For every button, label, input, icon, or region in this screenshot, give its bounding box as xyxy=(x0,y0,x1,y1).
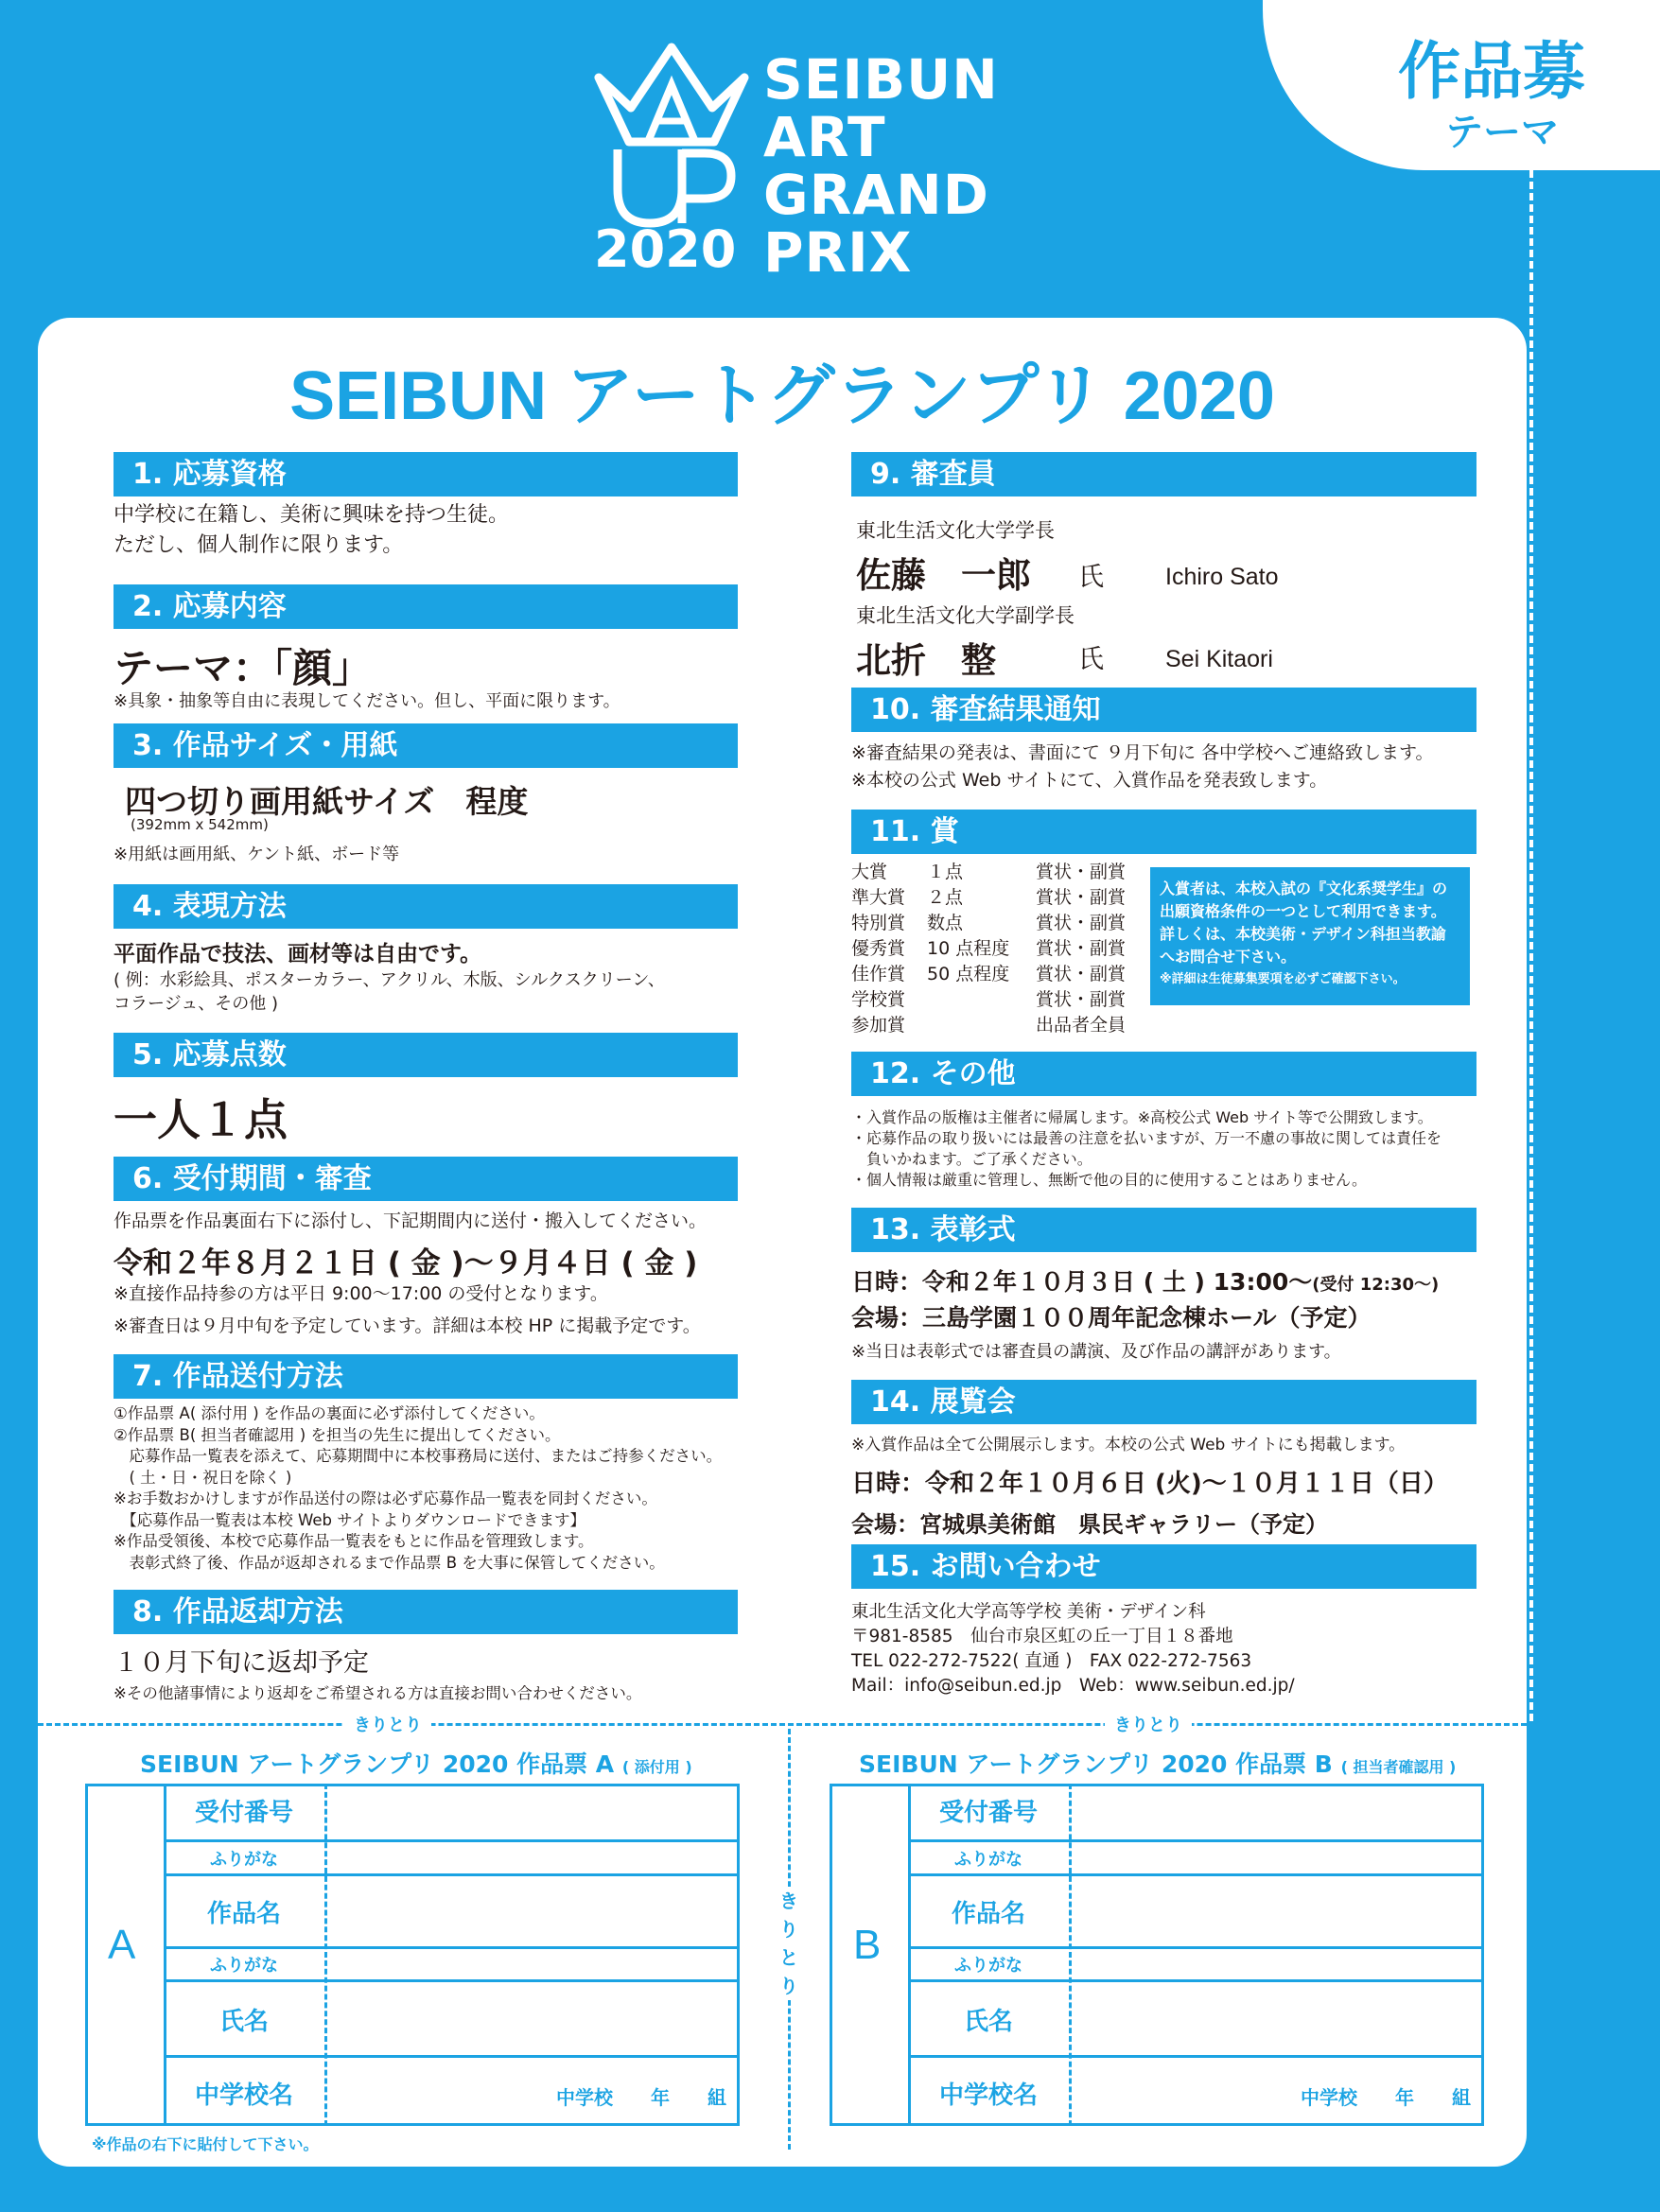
judge-honorific: 氏 xyxy=(1078,563,1104,592)
section-heading-results: 10. 審査結果通知 xyxy=(851,688,1477,732)
awards-note-line: 出願資格条件の一つとして利用できます。 xyxy=(1160,902,1446,920)
award-name: 大賞 xyxy=(851,862,888,882)
results-note: ※本校の公式 Web サイトにて、入賞作品を発表致します。 xyxy=(851,770,1328,791)
section-heading-awards: 11. 賞 xyxy=(851,810,1477,854)
section-heading-shipping: 7. 作品送付方法 xyxy=(114,1354,738,1399)
exhibition-note: ※入賞作品は全て公開展示します。本校の公式 Web サイトにも掲載します。 xyxy=(851,1436,1406,1454)
contact-line: TEL 022-272-7522( 直通 ) FAX 022-272-7563 xyxy=(851,1651,1252,1671)
corner-title: 作品募 xyxy=(1398,35,1585,108)
cut-label-vertical xyxy=(778,1887,800,2000)
judge-honorific: 氏 xyxy=(1078,645,1104,674)
period-intro: 作品票を作品裏面右下に添付し、下記期間内に送付・搬入してください。 xyxy=(114,1211,708,1231)
section-heading-content: 2. 応募内容 xyxy=(114,584,738,629)
award-name: 佳作賞 xyxy=(851,964,906,984)
logo-line: SEIBUN xyxy=(763,47,999,112)
cut-label: きりとり xyxy=(1105,1712,1192,1736)
award-count: 50 点程度 xyxy=(927,964,1010,984)
section-heading-size: 3. 作品サイズ・用紙 xyxy=(114,723,738,768)
content-note: ※具象・抽象等自由に表現してください。但し、平面に限ります。 xyxy=(114,691,620,711)
other-line: ・入賞作品の版権は主催者に帰属します。※高校公式 Web サイト等で公開致します。 xyxy=(851,1108,1433,1126)
ceremony-date xyxy=(851,1263,1439,1298)
corner-subtitle: テーマ xyxy=(1445,111,1559,154)
judge-title: 東北生活文化大学学長 xyxy=(856,519,1055,542)
paper-size: 四つ切り画用紙サイズ 程度 xyxy=(125,783,529,820)
entry-count: 一人１点 xyxy=(114,1094,288,1145)
ticket-label-furigana: ふりがな xyxy=(210,1956,278,1976)
ceremony-date-text: 日時：令和２年１０月３日 ( 土 ) 13:00〜 xyxy=(851,1268,1313,1296)
shipping-line: ※お手数おかけしますが作品送付の際は必ず応募作品一覧表を同封ください。 xyxy=(114,1489,657,1507)
cut-label: きりとり xyxy=(344,1712,431,1736)
shipping-line: 【応募作品一覧表は本校 Web サイトよりダウンロードできます】 xyxy=(114,1510,586,1529)
paper-dimensions: (392mm x 542mm) xyxy=(131,816,269,833)
ticket-label-number: 受付番号 xyxy=(194,1799,293,1827)
cut-label-char: き xyxy=(779,1890,798,1912)
ticket-b-title-text: SEIBUN アートグランプリ 2020 作品票 B xyxy=(859,1750,1333,1778)
ticket-label-number: 受付番号 xyxy=(938,1799,1038,1827)
ticket-label-school: 中学校名 xyxy=(938,2081,1038,2110)
ticket-a-title-small: ( 添付用 ) xyxy=(621,1758,692,1776)
ticket-school-suffix: 中学校 年 組 xyxy=(1301,2086,1471,2109)
other-line: ・個人情報は厳重に管理し、無断で他の目的に使用することはありません。 xyxy=(851,1171,1367,1189)
period-note: ※審査日は９月中旬を予定しています。詳細は本校 HP に掲載予定です。 xyxy=(114,1315,701,1336)
ticket-label-school: 中学校名 xyxy=(194,2081,293,2110)
contact-line: Mail：info@seibun.ed.jp Web：www.seibun.ed.jp/ xyxy=(851,1676,1295,1696)
judge-title: 東北生活文化大学副学長 xyxy=(856,604,1075,627)
return-note: ※その他諸事情により返却をご希望される方は直接お問い合わせください。 xyxy=(114,1684,642,1702)
crown-logo-icon xyxy=(591,38,752,236)
cut-label-char: と xyxy=(779,1946,798,1969)
method-example: コラージュ、その他 ) xyxy=(114,994,279,1014)
shipping-line: ※作品受領後、本校で応募作品一覧表をもとに作品を管理致します。 xyxy=(114,1532,594,1550)
cut-line-horizontal xyxy=(38,1723,1527,1726)
awards-note-line: 詳しくは、本校美術・デザイン科担当教諭 xyxy=(1160,925,1446,943)
exhibition-venue: 会場：宮城県美術館 県民ギャラリー（予定） xyxy=(851,1511,1328,1538)
page-title: SEIBUN アートグランプリ 2020 xyxy=(289,358,1275,434)
ticket-label-work: 作品名 xyxy=(951,1900,1025,1928)
ticket-a-title-text: SEIBUN アートグランプリ 2020 作品票 A xyxy=(140,1750,615,1778)
ticket-rule xyxy=(908,1839,1484,1842)
ticket-rule xyxy=(164,1839,740,1842)
period-note: ※直接作品持参の方は平日 9:00〜17:00 の受付となります。 xyxy=(114,1283,608,1304)
shipping-list xyxy=(114,1403,722,1574)
ticket-label-name: 氏名 xyxy=(963,2008,1013,2036)
section-heading-count: 5. 応募点数 xyxy=(114,1033,738,1077)
method-example: ( 例：水彩絵具、ポスターカラー、アクリル、木版、シルクスクリーン、 xyxy=(114,970,665,990)
award-prize: 賞状・副賞 xyxy=(1036,989,1127,1010)
awards-note-box xyxy=(1150,867,1470,1005)
section-heading-period: 6. 受付期間・審査 xyxy=(114,1157,738,1201)
awards-note-line: へお問合せ下さい。 xyxy=(1160,948,1297,966)
award-count: 数点 xyxy=(927,913,964,933)
awards-note-line: 入賞者は、本校入試の『文化系奨学生』の xyxy=(1160,880,1448,897)
ticket-rule xyxy=(164,1979,740,1982)
cut-label-char: り xyxy=(779,1975,798,1997)
contact-line: 東北生活文化大学高等学校 美術・デザイン科 xyxy=(851,1602,1206,1622)
judge-name: 北折 整 xyxy=(856,640,996,681)
ticket-label-name: 氏名 xyxy=(218,2008,269,2036)
contact-line: 〒981-8585 仙台市泉区虹の丘一丁目１８番地 xyxy=(851,1627,1233,1646)
section-heading-other: 12. その他 xyxy=(851,1052,1477,1096)
section-heading-method: 4. 表現方法 xyxy=(114,884,738,929)
exhibition-date: 日時：令和２年１０月６日 (火)〜１０月１１日（日） xyxy=(851,1470,1448,1498)
logo-line: ART xyxy=(763,105,886,169)
cut-label-char: り xyxy=(779,1918,798,1941)
awards-note-small: ※詳細は生徒募集要項を必ずご確認下さい。 xyxy=(1160,972,1406,986)
ticket-rule xyxy=(908,1946,1484,1949)
ticket-label-furigana: ふりがな xyxy=(210,1850,278,1870)
section-heading-return: 8. 作品返却方法 xyxy=(114,1590,738,1634)
logo-wordmark xyxy=(763,47,999,285)
ticket-rule xyxy=(908,1873,1484,1876)
ticket-label-furigana: ふりがな xyxy=(954,1956,1022,1976)
shipping-line: 表彰式終了後、作品が返却されるまで作品票 B を大事に保管してください。 xyxy=(114,1553,665,1572)
method-main: 平面作品で技法、画材等は自由です。 xyxy=(114,942,482,967)
award-name: 特別賞 xyxy=(851,913,906,933)
paste-note: ※作品の右下に貼付して下さい。 xyxy=(92,2135,319,2153)
award-prize: 賞状・副賞 xyxy=(1036,913,1127,933)
section-heading-ceremony: 13. 表彰式 xyxy=(851,1208,1477,1252)
shipping-line: ①作品票 A( 添付用 ) を作品の裏面に必ず添付してください。 xyxy=(114,1404,545,1422)
logo-line: PRIX xyxy=(763,220,913,285)
judge-name-en: Ichiro Sato xyxy=(1165,564,1279,590)
contact-block xyxy=(851,1600,1295,1698)
logo-line: GRAND xyxy=(763,163,989,227)
other-line: ・応募作品の取り扱いには最善の注意を払いますが、万一不慮の事故に関しては責任を xyxy=(851,1129,1442,1147)
ticket-rule xyxy=(908,1979,1484,1982)
other-list xyxy=(851,1107,1442,1191)
ticket-school-suffix: 中学校 年 組 xyxy=(556,2086,726,2109)
award-name: 学校賞 xyxy=(851,989,906,1010)
award-prize: 賞状・副賞 xyxy=(1036,964,1127,984)
ticket-a-title xyxy=(140,1746,692,1780)
eligibility-line: ただし、個人制作に限ります。 xyxy=(114,533,404,557)
shipping-line: 応募作品一覧表を添えて、応募期間中に本校事務局に送付、またはご持参ください。 xyxy=(114,1447,723,1465)
section-heading-eligibility: 1. 応募資格 xyxy=(114,452,738,496)
theme-text: テーマ：「顔」 xyxy=(114,645,373,691)
ticket-rule xyxy=(908,2055,1484,2058)
award-count: 10 点程度 xyxy=(927,938,1010,959)
judge-name: 佐藤 一郎 xyxy=(856,555,1031,596)
section-heading-judges: 9. 審査員 xyxy=(851,452,1477,496)
side-cut-line xyxy=(1529,170,1533,1721)
award-count: ２点 xyxy=(927,887,964,908)
section-heading-exhibition: 14. 展覧会 xyxy=(851,1380,1477,1424)
award-prize: 賞状・副賞 xyxy=(1036,887,1127,908)
ticket-b-letter: B xyxy=(853,1922,882,1968)
ticket-rule xyxy=(164,1873,740,1876)
return-main: １０月下旬に返却予定 xyxy=(114,1648,369,1678)
judge-name-en: Sei Kitaori xyxy=(1165,646,1273,672)
ticket-divider xyxy=(1069,1784,1072,2126)
ticket-b-title-small: ( 担当者確認用 ) xyxy=(1340,1758,1457,1776)
ticket-rule xyxy=(164,2055,740,2058)
results-note: ※審査結果の発表は、書面にて ９月下旬に 各中学校へご連絡致します。 xyxy=(851,742,1434,763)
award-name: 優秀賞 xyxy=(851,938,906,959)
award-name: 準大賞 xyxy=(851,887,906,908)
ticket-divider xyxy=(324,1784,327,2126)
ticket-rule xyxy=(164,1946,740,1949)
section-heading-contact: 15. お問い合わせ xyxy=(851,1544,1477,1589)
shipping-line: ②作品票 B( 担当者確認用 ) を担当の先生に提出してください。 xyxy=(114,1425,561,1444)
ticket-a-letter: A xyxy=(108,1922,136,1968)
ticket-label-furigana: ふりがな xyxy=(954,1850,1022,1870)
period-dates: 令和２年８月２１日 ( 金 )〜９月４日 ( 金 ) xyxy=(114,1246,698,1280)
shipping-line: ( 土・日・祝日を除く ) xyxy=(114,1468,292,1487)
ticket-label-work: 作品名 xyxy=(206,1900,281,1928)
logo-year: 2020 xyxy=(594,219,737,279)
eligibility-line: 中学校に在籍し、美術に興味を持つ生徒。 xyxy=(114,503,510,527)
award-prize: 賞状・副賞 xyxy=(1036,938,1127,959)
ceremony-note: ※当日は表彰式では審査員の講演、及び作品の講評があります。 xyxy=(851,1342,1341,1362)
award-prize: 賞状・副賞 xyxy=(1036,862,1127,882)
award-count: １点 xyxy=(927,862,964,882)
award-name: 参加賞 xyxy=(851,1015,906,1036)
other-line: 負いかねます。ご了承ください。 xyxy=(851,1150,1092,1168)
award-prize: 出品者全員 xyxy=(1036,1015,1127,1036)
ticket-b-title xyxy=(859,1746,1456,1780)
ceremony-reception-time: (受付 12:30〜) xyxy=(1312,1275,1440,1295)
paper-note: ※用紙は画用紙、ケント紙、ボード等 xyxy=(114,845,400,864)
ceremony-venue: 会場：三島学園１００周年記念棟ホール（予定） xyxy=(851,1304,1372,1332)
